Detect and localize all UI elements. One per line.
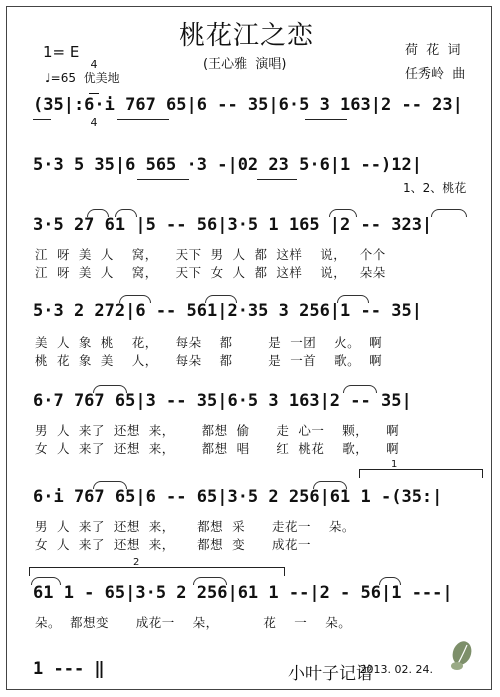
lyric-line-6b: 女 人 来了 还想 来， 都想 变 成花一 bbox=[35, 537, 311, 552]
slur bbox=[93, 481, 127, 489]
lyric-line-4b: 桃 花 象 美 人， 每朵 都 是 一首 歌。 啊 bbox=[35, 353, 383, 368]
volta-label-2: 2 bbox=[133, 557, 140, 568]
volta-bracket-2 bbox=[29, 567, 285, 576]
singer-credit: (王心雅 演唱) bbox=[203, 57, 287, 72]
lyric-line-4a: 美 人 象 桃 花， 每朵 都 是 一团 火。 啊 bbox=[35, 335, 383, 350]
notation-line-4: 5·3 2 272|6 -- 561|2·35 3 256|1 -- 35| bbox=[33, 301, 422, 321]
volta-bracket-1 bbox=[359, 469, 483, 478]
lyric-line-3b: 江 呀 美 人 窝， 天下 女 人 都 这样 说， 朵朵 bbox=[35, 265, 386, 280]
slur bbox=[329, 209, 357, 217]
composer-credit: 任秀岭 曲 bbox=[405, 67, 466, 82]
slur bbox=[343, 385, 377, 393]
leaf-logo-icon bbox=[447, 639, 475, 673]
notation-line-8: 1 --- ‖ bbox=[33, 659, 105, 679]
lyric-line-6a: 男 人 来了 还想 来， 都想 采 走花一 朵。 bbox=[35, 519, 355, 534]
notation-line-1: (35|:6·i 767 65|6 -- 35|6·5 3 163|2 -- 23| bbox=[33, 95, 463, 115]
time-bar bbox=[89, 93, 99, 94]
lyric-line-5a: 男 人 来了 还想 来， 都想 偷 走 心一 颗， 啊 bbox=[35, 423, 400, 438]
slur bbox=[87, 209, 109, 217]
lyric-line-7a: 朵。 都想变 成花一 朵， 花 一 朵。 bbox=[35, 615, 352, 630]
slur bbox=[337, 295, 369, 303]
lyricist-credit: 荷 花 词 bbox=[405, 43, 461, 58]
slur bbox=[379, 577, 401, 585]
transcription-date: 2013. 02. 24. bbox=[359, 663, 433, 676]
transcriber-signature: 小叶子记谱 bbox=[288, 664, 373, 684]
lyric-line-5b: 女 人 来了 还想 来， 都想 唱 红 桃花 歌， 啊 bbox=[35, 441, 400, 456]
slur bbox=[119, 295, 151, 303]
time-denominator: 4 bbox=[90, 116, 98, 129]
slur bbox=[193, 577, 227, 585]
time-signature bbox=[87, 37, 101, 150]
slur bbox=[313, 481, 347, 489]
score-frame bbox=[6, 6, 492, 690]
beam bbox=[137, 179, 189, 180]
slur bbox=[431, 209, 467, 217]
verse-prefix: 1、2、桃花 bbox=[403, 181, 467, 195]
lyric-line-3a: 江 呀 美 人 窝， 天下 男 人 都 这样 说， 个个 bbox=[35, 247, 386, 262]
beam bbox=[117, 119, 169, 120]
slur bbox=[205, 295, 237, 303]
notation-line-3: 3·5 27 61 |5 -- 56|3·5 1 165 |2 -- 323| bbox=[33, 215, 433, 235]
notation-line-7: 61 1 - 65|3·5 2 256|61 1 --|2 - 56|1 ---| bbox=[33, 583, 453, 603]
song-title: 桃花江之恋 bbox=[179, 21, 315, 51]
time-numerator: 4 bbox=[90, 58, 98, 71]
slur bbox=[115, 209, 137, 217]
beam bbox=[305, 119, 347, 120]
notation-line-6: 6·i 767 65|6 -- 65|3·5 2 256|61 1 -(35:| bbox=[33, 487, 443, 507]
notation-line-5: 6·7 767 65|3 -- 35|6·5 3 163|2 -- 35| bbox=[33, 391, 412, 411]
beam bbox=[257, 179, 297, 180]
beam bbox=[33, 119, 51, 120]
key-signature: 1= E bbox=[43, 43, 80, 61]
volta-label-1: 1 bbox=[391, 459, 398, 470]
slur bbox=[31, 577, 61, 585]
slur bbox=[93, 385, 127, 393]
tempo-marking: ♩=65 优美地 bbox=[45, 71, 120, 85]
notation-line-2: 5·3 5 35|6 565 ·3 -|02 23 5·6|1 --)12| bbox=[33, 155, 422, 175]
